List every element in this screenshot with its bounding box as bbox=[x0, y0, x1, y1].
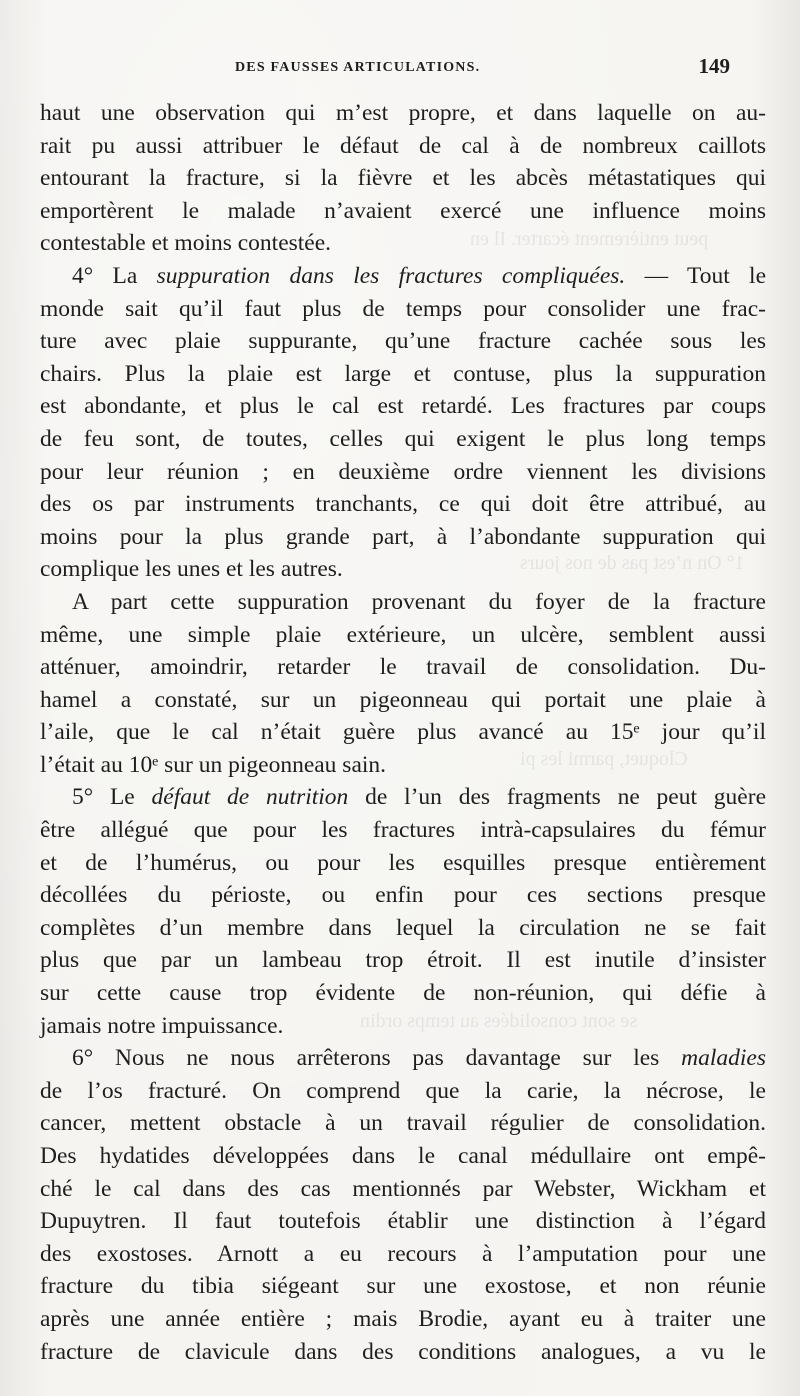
text-line: entourant la fracture, si la fièvre et les abcès métastatiques qui bbox=[40, 165, 766, 192]
text-line: l’était au 10ᵉ sur un pigeonneau sain. bbox=[40, 751, 387, 778]
text-line: est abondante, et plus le cal est retardé. Les fractures par coups bbox=[40, 393, 766, 420]
bleed-through-text: se sont consolidées au temps ordin bbox=[360, 1010, 638, 1032]
text-line: haut une observation qui m’est propre, et dans laquelle on au- bbox=[40, 100, 766, 126]
text-line: moins pour la plus grande part, à l’abondante suppuration qui bbox=[40, 523, 766, 550]
text-line: emportèrent le malade n’avaient exercé une influence moins bbox=[40, 197, 766, 224]
text-line: hamel a constaté, sur un pigeonneau qui portait une plaie à bbox=[40, 686, 766, 713]
text-run: 5° Le bbox=[72, 784, 152, 811]
text-line: A part cette suppuration provenant du foyer de la fracture bbox=[72, 588, 766, 615]
page-number: 149 bbox=[698, 54, 730, 78]
text-line: monde sait qu’il faut plus de temps pour consolider une frac- bbox=[40, 295, 766, 322]
text-line: ture avec plaie suppurante, qu’une fracture cachée sous les bbox=[40, 328, 766, 355]
text-line bbox=[40, 1042, 766, 1075]
text-line: être allégué que pour les fractures intrà-capsulaires du fémur bbox=[40, 817, 766, 844]
text-line bbox=[40, 260, 766, 293]
text-run: — Tout le bbox=[625, 262, 767, 289]
text-line: des os par instruments tranchants, ce qui doit être attribué, au bbox=[40, 491, 766, 518]
bleed-through-text: Cloquet, parmi les pi bbox=[520, 748, 688, 770]
text-line: sur cette cause trop évidente de non-réunion, qui défie à bbox=[40, 980, 766, 1007]
text-line: décollées du périoste, ou enfin pour ces sections presque bbox=[40, 882, 766, 909]
text-line: complètes d’un membre dans lequel la circulation ne se fait bbox=[40, 914, 766, 941]
body-text bbox=[40, 97, 766, 1368]
text-line: jamais notre impuissance. bbox=[40, 1012, 284, 1039]
text-line: et de l’humérus, ou pour les esquilles presque entièrement bbox=[40, 849, 766, 876]
text-line: même, une simple plaie extérieure, un ulcère, semblent aussi bbox=[40, 621, 766, 648]
text-line: cancer, mettent obstacle à un travail régulier de consolidation. bbox=[40, 1110, 766, 1137]
text-line: de l’os fracturé. On comprend que la carie, la nécrose, le bbox=[40, 1077, 766, 1104]
text-line: l’aile, que le cal n’était guère plus avancé au 15ᵉ jour qu’il bbox=[40, 719, 766, 746]
text-line: fracture de clavicule dans des conditions analogues, a vu le bbox=[40, 1338, 766, 1365]
text-line: atténuer, amoindrir, retarder le travail de consolidation. Du- bbox=[40, 654, 766, 681]
text-run: 4° La bbox=[72, 262, 157, 289]
text-line bbox=[40, 781, 766, 814]
italic-text-run: défaut de nutrition bbox=[151, 784, 349, 811]
bleed-through-text: peut entièrement écarter. Il en bbox=[470, 228, 709, 250]
bleed-through-text: 1° On n’est pas de nos jours bbox=[520, 552, 745, 574]
text-run: 6° Nous ne nous arrêterons pas davantage sur les bbox=[72, 1045, 682, 1072]
text-line: ché le cal dans des cas mentionnés par Webster, Wickham et bbox=[40, 1175, 766, 1202]
italic-text-run: maladies bbox=[681, 1045, 766, 1072]
text-line: des exostoses. Arnott a eu recours à l’amputation pour une bbox=[40, 1240, 766, 1267]
text-line: de feu sont, de toutes, celles qui exigent le plus long temps bbox=[40, 425, 766, 452]
text-line: chairs. Plus la plaie est large et contuse, plus la suppuration bbox=[40, 360, 766, 387]
running-title: DES FAUSSES ARTICULATIONS. bbox=[235, 60, 481, 75]
text-line: Des hydatides développées dans le canal médullaire ont empê- bbox=[40, 1143, 766, 1169]
text-line: Dupuytren. Il faut toutefois établir une distinction à l’égard bbox=[40, 1208, 766, 1235]
text-line: pour leur réunion ; en deuxième ordre viennent les divisions bbox=[40, 458, 766, 485]
text-line: complique les unes et les autres. bbox=[40, 556, 343, 583]
text-run: de l’un des fragments ne peut guère bbox=[348, 784, 766, 811]
text-line: après une année entière ; mais Brodie, ayant eu à traiter une bbox=[40, 1305, 766, 1332]
italic-text-run: suppuration dans les fractures compliquées. bbox=[156, 262, 626, 289]
running-header bbox=[40, 54, 730, 82]
text-line: contestable et moins contestée. bbox=[40, 230, 332, 257]
text-line: fracture du tibia siégeant sur une exostose, et non réunie bbox=[40, 1273, 766, 1300]
text-line: plus que par un lambeau trop étroit. Il est inutile d’insister bbox=[40, 947, 766, 974]
text-line: rait pu aussi attribuer le défaut de cal à de nombreux caillots bbox=[40, 132, 766, 159]
